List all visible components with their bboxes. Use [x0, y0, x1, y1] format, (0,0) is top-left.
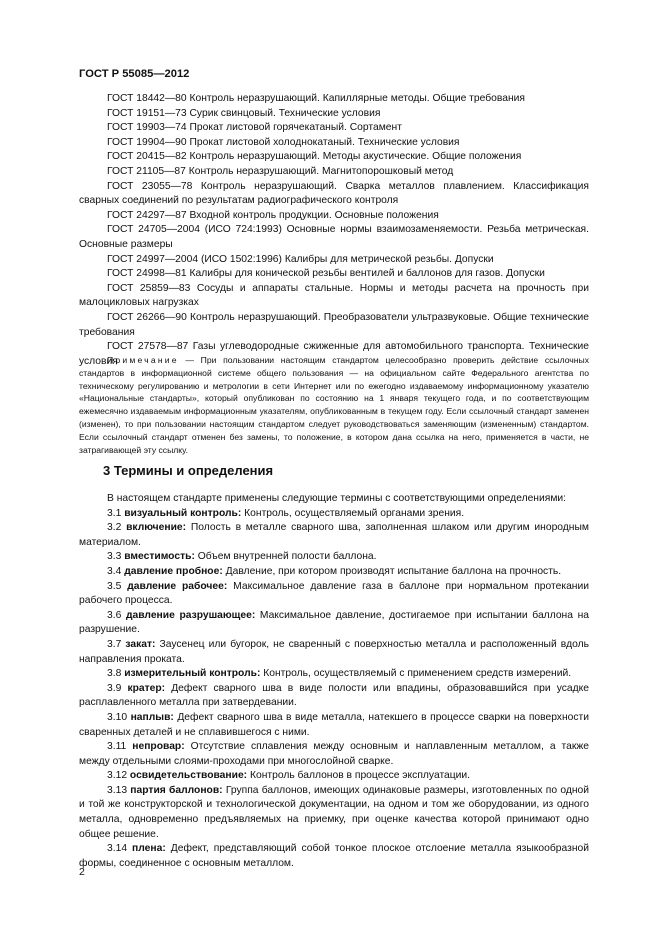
reference-item: ГОСТ 19151—73 Сурик свинцовый. Технические условия	[107, 107, 381, 119]
term-number: 3.1	[107, 507, 122, 519]
term-definition: Контроль, осуществляемый органами зрения.	[241, 507, 465, 519]
term-definition: Максимальное давление, достигаемое при испытании баллона на разрушение.	[79, 609, 589, 636]
term-definition: Дефект сварного шва в виде полости или впадины, образовавшийся при усадке расплавленного металла при затвердевании.	[79, 682, 589, 709]
term-definition: Дефект сварного шва в виде металла, натекшего в процессе сварки на поверхности сваренных деталей и не сплавившегося с ними.	[79, 711, 589, 738]
term-definition: Контроль, осуществляемый с применением средств измерений.	[260, 668, 572, 680]
term-definition: Полость в металле сварного шва, заполненная шлаком или другим инородным материалом.	[79, 522, 589, 548]
term-number: 3.7	[107, 638, 122, 650]
reference-item: ГОСТ 20415—82 Контроль неразрушающий. Методы акустические. Общие положения	[107, 151, 522, 163]
note-block	[79, 354, 589, 456]
term-entry	[79, 565, 589, 580]
normative-references-list	[79, 92, 589, 369]
term-name: давление рабочее:	[127, 580, 228, 592]
note-label: Примечание	[107, 355, 179, 365]
term-name: давление пробное:	[124, 565, 223, 577]
section-intro: В настоящем стандарте применены следующие термины с соответствующими определениями:	[107, 493, 567, 504]
term-name: освидетельствование:	[129, 770, 248, 782]
terms-list	[79, 492, 589, 871]
term-entry	[79, 784, 589, 842]
reference-item: ГОСТ 24998—81 Калибры для конической резьбы вентилей и баллонов для газов. Допуски	[107, 268, 545, 280]
term-entry	[79, 769, 589, 784]
term-definition: Давление, при котором производят испытание баллона на прочность.	[222, 565, 562, 577]
term-definition: Объем внутренней полости баллона.	[194, 551, 377, 563]
term-name: измерительный контроль:	[124, 668, 261, 680]
term-name: плена:	[132, 843, 166, 855]
term-number: 3.11	[107, 741, 127, 753]
term-name: наплыв:	[130, 711, 174, 723]
reference-item: ГОСТ 21105—87 Контроль неразрушающий. Магнитопорошковый метод	[107, 165, 454, 177]
term-entry	[79, 521, 589, 550]
reference-item: ГОСТ 26266—90 Контроль неразрушающий. Преобразователи ультразвуковые. Общие технические требования	[79, 311, 589, 338]
term-entry	[79, 682, 589, 711]
term-definition: Дефект, представляющий собой тонкое плоское отслоение металла языкообразной формы, соединенное с основным металлом.	[79, 843, 589, 869]
term-number: 3.14	[107, 843, 128, 855]
term-number: 3.3	[107, 551, 122, 563]
reference-item: ГОСТ 19903—74 Прокат листовой горячекатаный. Сортамент	[107, 122, 402, 134]
term-name: партия баллонов:	[130, 784, 223, 796]
term-entry	[79, 711, 589, 740]
term-definition: Группа баллонов, имеющих одинаковые размеры, изготовленных по одной и той же конструкторской и технологической документации, на одном и том же оборудовании, из одного металла, одновременно предъявляемых на приемку, при оценке качества которой принимают одно общее решение.	[79, 784, 589, 840]
term-name: кратер:	[127, 682, 166, 694]
term-entry	[79, 580, 589, 609]
term-entry	[79, 609, 589, 638]
term-number: 3.13	[107, 784, 128, 796]
term-number: 3.6	[107, 609, 122, 621]
term-number: 3.2	[107, 522, 122, 534]
reference-item: ГОСТ 25859—83 Сосуды и аппараты стальные. Нормы и методы расчета на прочность при малоцикловых нагрузках	[79, 282, 589, 309]
term-number: 3.10	[107, 711, 128, 723]
note-text: — При пользовании настоящим стандартом целесообразно проверить действие ссылочных стандартов в информационной системе общего пользования — на официальном сайте Федерального агентства по техническому регулированию и метрологии в сети Интернет или по ежегодно издаваемому информационному указателю «Национальные стандарты», который опубликован по состоянию на 1 января текущего года, и по соответствующим ежемесячно издаваемым информационным указателям, опубликованным в текущем году. Если ссылочный стандарт заменен (изменен), то при пользовании настоящим стандартом следует руководствоваться заменяющим (измененным) стандартом. Если ссылочный стандарт отменен без замены, то положение, в котором дана ссылка на него, применяется в части, не затрагивающей эту ссылку.	[79, 355, 589, 455]
reference-item: ГОСТ 24997—2004 (ИСО 1502:1996) Калибры для метрической резьбы. Допуски	[107, 253, 494, 265]
page-number: 2	[79, 866, 85, 878]
term-number: 3.9	[107, 682, 122, 694]
term-entry	[79, 740, 589, 769]
term-definition: Отсутствие сплавления между основным и наплавленным металлом, а также между отдельными слоями-проходами при многослойной сварке.	[79, 741, 589, 767]
term-definition: Заусенец или бугорок, не сваренный с поверхностью металла и расположенный вдоль направления проката.	[79, 638, 589, 665]
term-entry	[79, 550, 589, 565]
term-definition: Контроль баллонов в процессе эксплуатации.	[247, 770, 471, 782]
term-number: 3.8	[107, 668, 122, 680]
term-name: закат:	[125, 638, 156, 650]
term-definition: Максимальное давление газа в баллоне при нормальном протекании рабочего процесса.	[79, 580, 589, 607]
term-entry	[79, 667, 589, 682]
term-name: включение:	[126, 522, 187, 534]
term-name: давление разрушающее:	[125, 609, 256, 621]
reference-item: ГОСТ 23055—78 Контроль неразрушающий. Сварка металлов плавлением. Классификация сварных соединений по результатам радиографического контроля	[79, 180, 589, 207]
document-header: ГОСТ Р 55085—2012	[79, 68, 190, 80]
reference-item: ГОСТ 24297—87 Входной контроль продукции. Основные положения	[107, 209, 439, 221]
term-number: 3.5	[107, 580, 122, 592]
term-entry	[79, 842, 589, 871]
term-name: визуальный контроль:	[124, 507, 242, 519]
term-number: 3.12	[107, 770, 128, 782]
reference-item: ГОСТ 18442—80 Контроль неразрушающий. Капиллярные методы. Общие требования	[107, 93, 525, 104]
term-name: непровар:	[132, 741, 185, 753]
term-name: вместимость:	[124, 551, 195, 563]
term-number: 3.4	[107, 565, 122, 577]
note-paragraph	[79, 354, 589, 456]
term-entry	[79, 507, 589, 522]
reference-item: ГОСТ 19904—90 Прокат листовой холоднокатаный. Технические условия	[107, 136, 460, 148]
reference-item: ГОСТ 27578—87 Газы углеводородные сжиженные для автомобильного транспорта. Технические условия	[79, 341, 589, 367]
reference-item: ГОСТ 24705—2004 (ИСО 724:1993) Основные нормы взаимозаменяемости. Резьба метрическая. Основные размеры	[79, 224, 589, 250]
section-title: 3 Термины и определения	[103, 463, 274, 478]
term-entry	[79, 638, 589, 667]
